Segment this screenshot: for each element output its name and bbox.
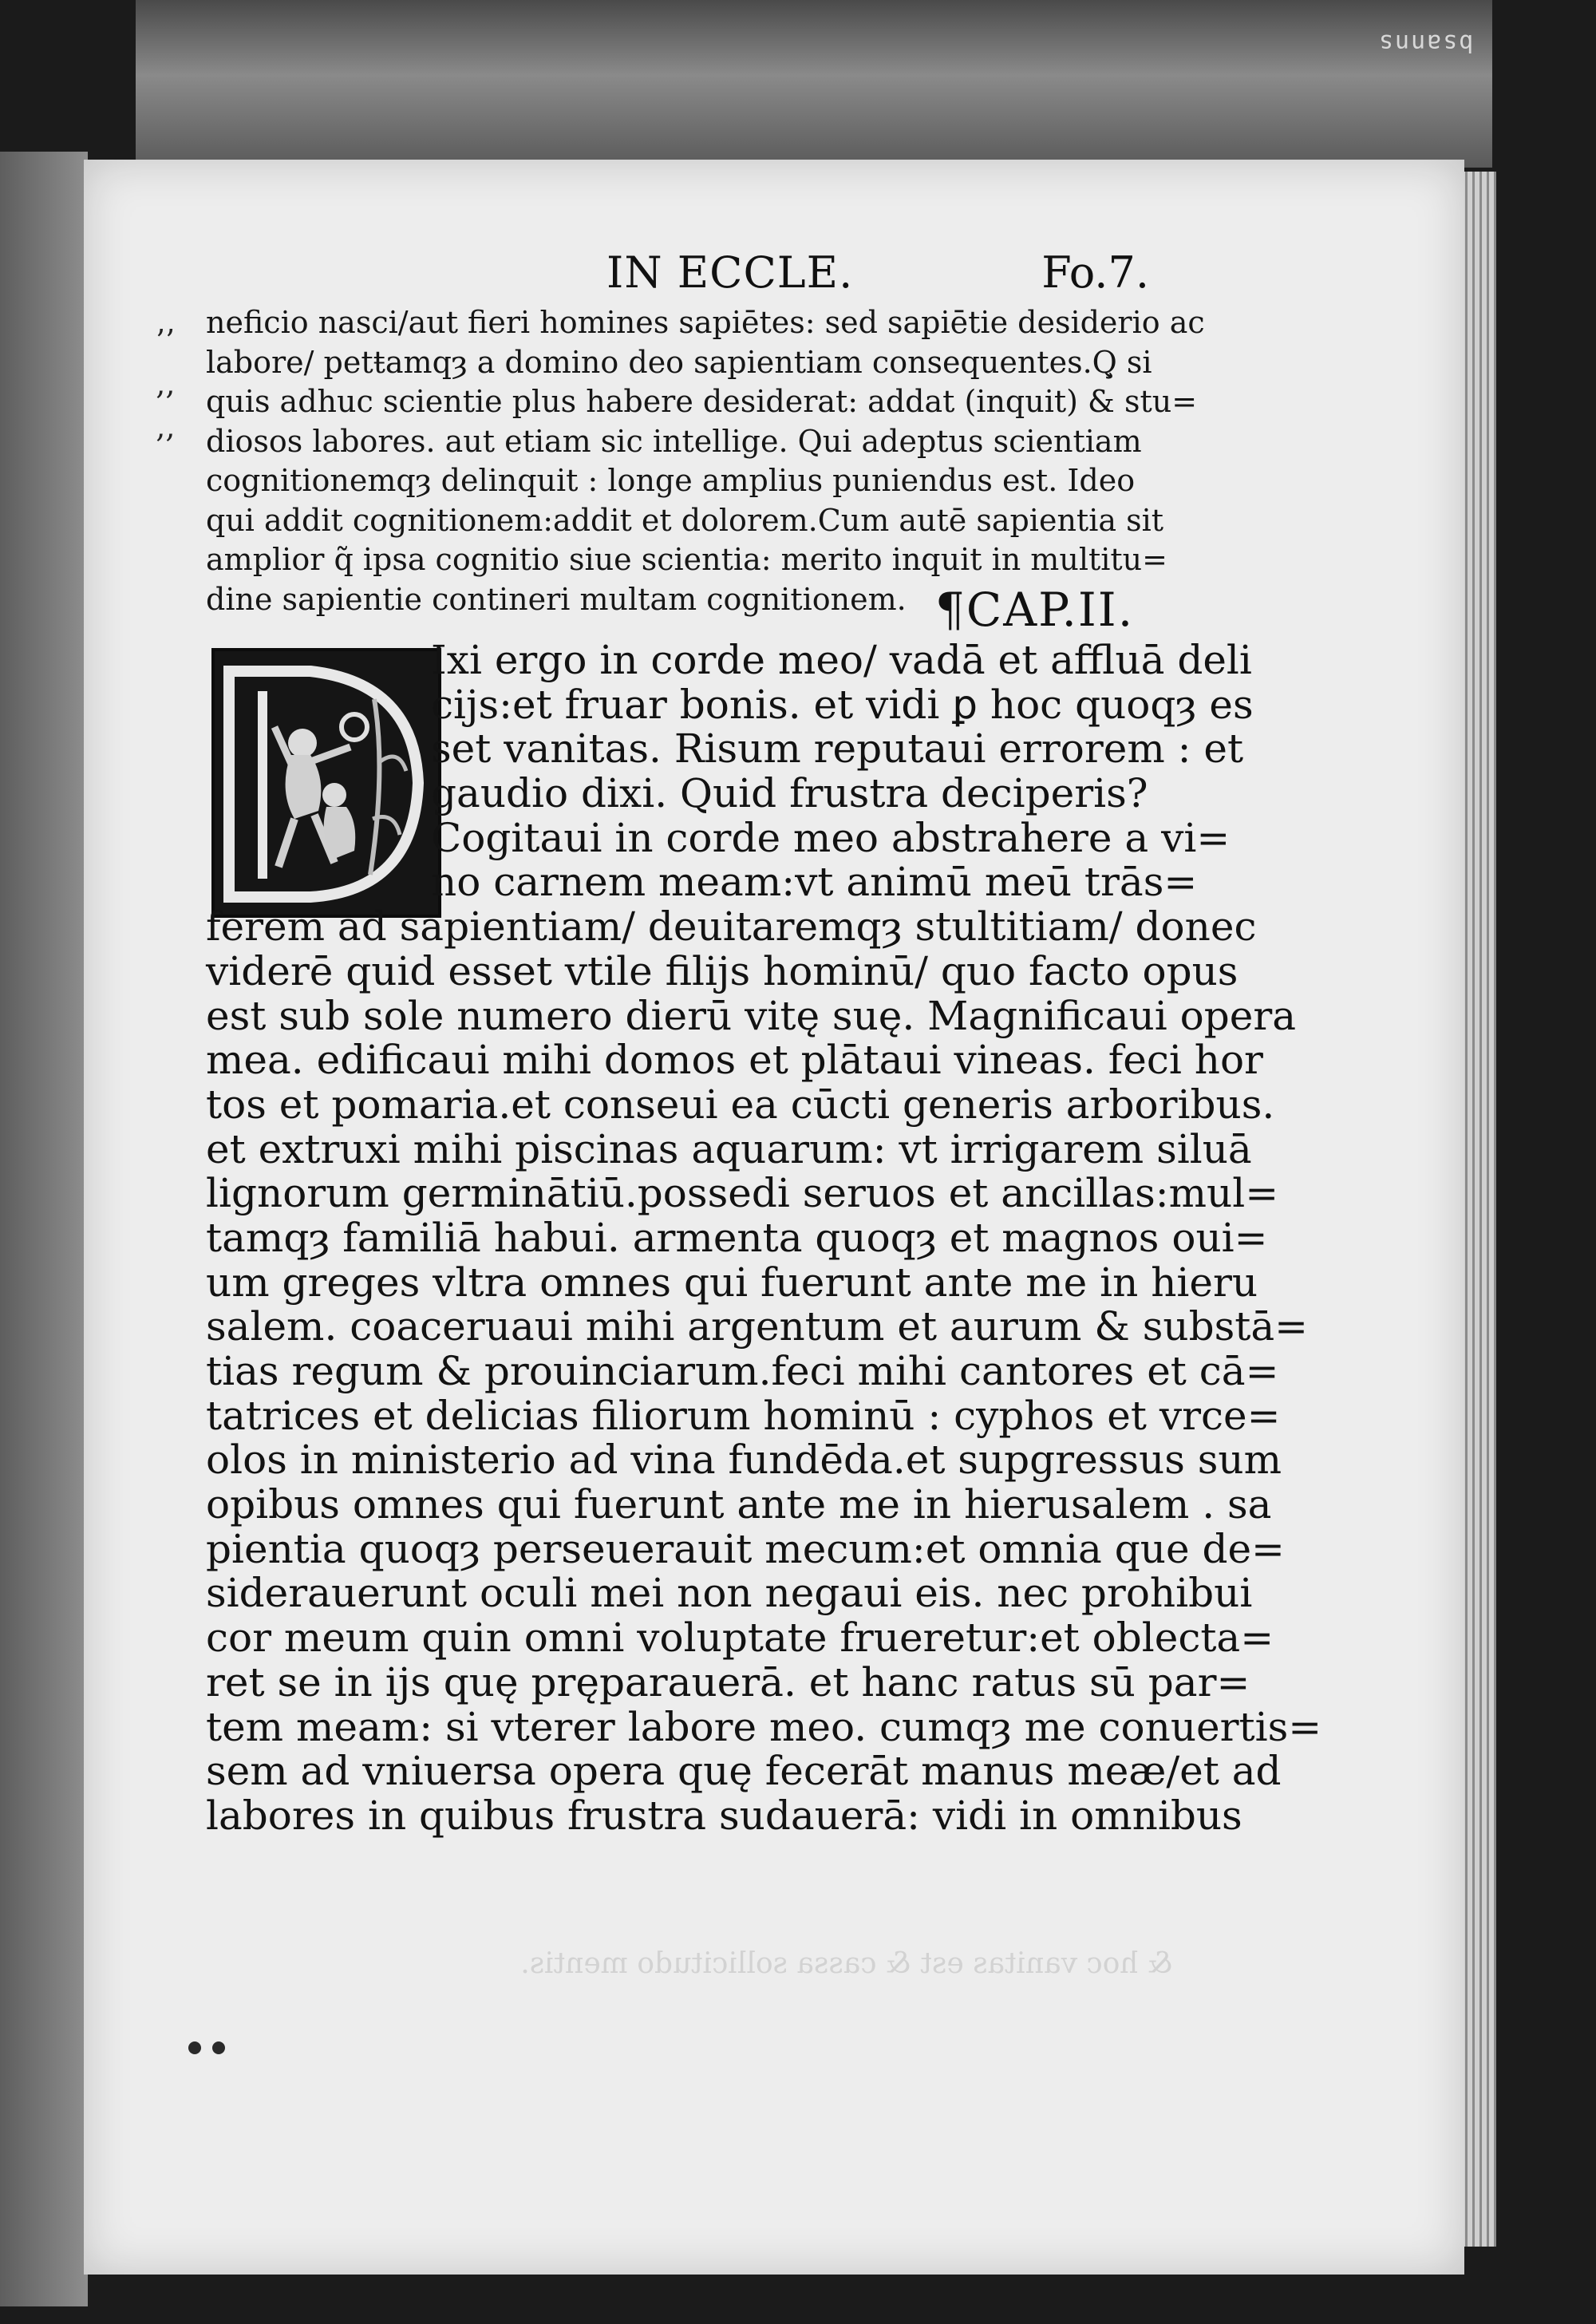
- commentary-line: qui addit cognitionem:addit et dolorem.Cum autē sapientia sit: [206, 502, 1164, 538]
- commentary-line: cognitionemqȝ delinquit : longe amplius puniendus est. Ideo: [206, 463, 1136, 498]
- text-line: ferem ad sapientiam/ deuitaremqȝ stultitiam/ donec: [206, 903, 1257, 951]
- commentary-line: neficio nasci/aut fieri homines sapiētes: sed sapiētie desiderio ac: [206, 305, 1205, 340]
- spine-label: bsanns: [1377, 29, 1473, 57]
- commentary-line: dine sapientie contineri multam cognitionem.: [206, 581, 907, 617]
- running-title: IN ECCLE.: [606, 247, 854, 298]
- text-line: labores in quibus frustra sudauerā: vidi in omnibus: [206, 1792, 1242, 1839]
- text-line: siderauerunt oculi mei non negaui eis. nec prohibui: [206, 1570, 1253, 1617]
- text-line: Ixi ergo in corde meo/ vadā et affluā deli: [431, 637, 1252, 683]
- text-line: ret se in ijs quę pręparauerā. et hanc ratus sū par=: [206, 1658, 1250, 1705]
- marginal-quote-marks: [156, 319, 196, 449]
- page-edges: [1460, 172, 1496, 2247]
- text-line: tias regum & prouinciarum.feci mihi cantores et cā=: [206, 1348, 1279, 1394]
- commentary-block: [206, 303, 1205, 619]
- text-line: cijs:et fruar bonis. et vidi ꝑ hoc quoqȝ es: [431, 681, 1254, 728]
- main-text-block: [206, 637, 1322, 1839]
- commentary-line: amplior q̃ ipsa cognitio siue scientia: merito inquit in multitu=: [206, 542, 1167, 577]
- show-through-text: & hoc vanitas est & cassa sollicitudo mentis.: [520, 1947, 1173, 1980]
- book-spine: [136, 0, 1492, 168]
- text-line: cor meum quin omni voluptate frueretur:et oblecta=: [206, 1615, 1274, 1662]
- text-line: viderē quid esset vtile filijs hominū/ quo facto opus: [206, 947, 1238, 994]
- page-specks: [188, 2041, 236, 2057]
- commentary-line: diosos labores. aut etiam sic intellige. Qui adeptus scientiam: [206, 423, 1142, 459]
- text-line: um greges vltra omnes qui fuerunt ante me in hieru: [206, 1259, 1258, 1306]
- marginal-mark: ‚‚: [156, 366, 176, 401]
- text-line: set vanitas. Risum reputaui errorem : et: [431, 725, 1244, 773]
- marginal-mark: ‚‚: [156, 409, 176, 445]
- text-line: et extruxi mihi piscinas aquarum: vt irrigarem siluā: [206, 1125, 1252, 1172]
- speck: [188, 2041, 201, 2054]
- text-line: tem meam: si vterer labore meo. cumqȝ me conuertis=: [206, 1703, 1322, 1750]
- text-line: mea. edificaui mihi domos et plātaui vineas. feci hor: [206, 1037, 1263, 1084]
- running-head: [606, 247, 1149, 303]
- text-line: olos in ministerio ad vina fundēda.et supgressus sum: [206, 1437, 1282, 1484]
- facing-page-edge: [0, 152, 88, 2306]
- text-line: lignorum germinātiū.possedi seruos et ancillas:mul=: [206, 1170, 1279, 1217]
- text-line: est sub sole numero dierū vitę suę. Magnificaui opera: [206, 992, 1297, 1039]
- commentary-line: quis adhuc scientie plus habere desiderat: addat (inquit) & stu=: [206, 384, 1198, 419]
- text-line: tatrices et delicias filiorum hominū : cyphos et vrce=: [206, 1392, 1281, 1439]
- text-line: Cogitaui in corde meo abstrahere a vi=: [431, 814, 1231, 861]
- text-line: pientia quoqȝ perseuerauit mecum:et omnia que de=: [206, 1525, 1285, 1572]
- text-line: gaudio dixi. Quid frustra deciperis?: [431, 770, 1148, 817]
- text-line: salem. coaceruaui mihi argentum et aurum & substā=: [206, 1303, 1309, 1350]
- text-line: tos et pomaria.et conseui ea cūcti generis arboribus.: [206, 1081, 1275, 1128]
- commentary-line: labore/ petŧamqȝ a domino deo sapientiam consequentes.Q̧ si: [206, 344, 1152, 380]
- speck: [212, 2041, 225, 2054]
- marginal-mark: ’’: [156, 323, 176, 358]
- text-line: opibus omnes qui fuerunt ante me in hierusalem . sa: [206, 1481, 1272, 1528]
- text-line: sem ad vniuersa opera quę fecerāt manus meæ/et ad: [206, 1748, 1282, 1795]
- text-line: no carnem meam:vt animū meū trās=: [431, 859, 1198, 906]
- chapter-heading: ¶CAP.II.: [935, 583, 1135, 637]
- folio-number: Fo.7.: [1041, 247, 1149, 298]
- text-line: tamqȝ familiā habui. armenta quoqȝ et magnos oui=: [206, 1214, 1268, 1261]
